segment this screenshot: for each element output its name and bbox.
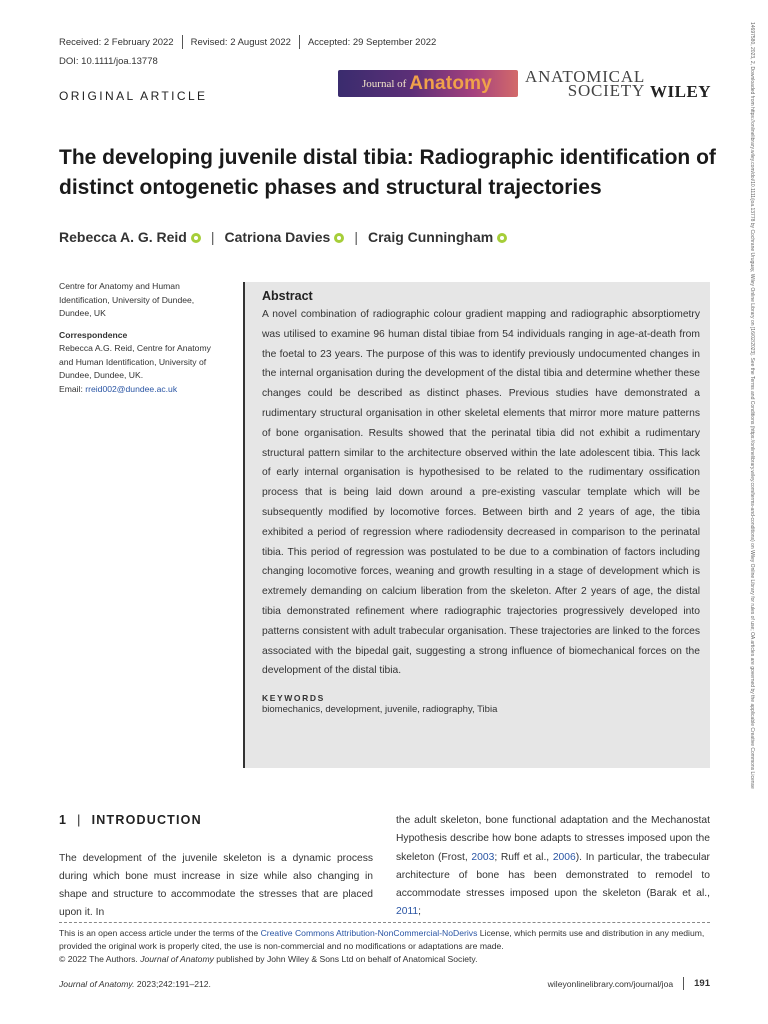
email-link[interactable]: rreid002@dundee.ac.uk	[85, 383, 178, 394]
copyright	[59, 953, 714, 966]
text-span: the adult skeleton, bone functional adaptation and the Mechanostat Hypothesis describe how bone adapts to stresses imposed upon the skeleton (Frost,	[396, 815, 710, 863]
citation-journal: Journal of Anatomy.	[59, 978, 135, 989]
publication-dates	[59, 37, 436, 49]
author-name[interactable]: Rebecca A. G. Reid	[59, 229, 187, 245]
journal-url[interactable]: wileyonlinelibrary.com/journal/joa	[547, 978, 674, 989]
affiliation: Centre for Anatomy and Human Identification, University of Dundee, Dundee, UK	[59, 281, 195, 318]
divider: |	[210, 229, 215, 245]
society-line1: ANATOMICAL	[525, 67, 646, 86]
divider	[683, 977, 684, 990]
section-heading	[59, 813, 202, 827]
society-line2: SOCIETY	[567, 81, 646, 100]
journal-italic: Journal of Anatomy	[140, 954, 214, 964]
intro-right-column	[396, 812, 710, 922]
page-footer	[59, 977, 710, 990]
divider: |	[77, 813, 82, 827]
orcid-icon[interactable]	[334, 233, 344, 243]
abstract-box	[243, 282, 710, 768]
citation-link[interactable]: 2006	[552, 851, 576, 863]
journal-name: Anatomy	[409, 72, 492, 94]
email-line	[59, 383, 219, 397]
intro-left-column: The development of the juvenile skeleton is a dynamic process during which bone must increase in size while also changing in shape and structure to accommodate the stresses that are placed upon it. In	[59, 853, 373, 918]
journal-logo[interactable]	[338, 70, 518, 97]
section-title: INTRODUCTION	[91, 813, 202, 827]
page-number: 191	[694, 978, 710, 989]
citation-link[interactable]: 2011	[396, 906, 419, 918]
keywords: biomechanics, development, juvenile, radiography, Tibia	[262, 704, 498, 716]
download-notice-sidebar	[746, 22, 758, 1012]
journal-prefix: Journal of	[362, 77, 407, 90]
license-notice	[59, 927, 714, 966]
abstract-text: A novel combination of radiographic colour gradient mapping and radiographic absorptiometry was utilised to examine 96 human distal tibiae from 54 individuals ranging in age-at-death from the foetal to 23 years. The purpose of this was to identify previously undocumented changes in the internal organisation during the development of the distal tibia and determine whether these changes could be described as distinct phases. Previous studies have demonstrated a rudimentary structural organisation in other skeletal elements that mirror more mature patterns of bone organisation. Results showed that the perinatal tibia did not exhibit a rudimentary structural pattern similar to the architecture observed within the late adolescent tibia. This lack of early internal organisation is hypothesised to be related to the rudimentary ossification process that is being laid down around a pre-existing vascular template which will be subsequently modified by locomotive forces. Between birth and 2 years of age, the tibia exhibited a period of regression where radiodensity decreased in comparison to the perinatal tibia. This period of regression was postulated to be due to a combination of factors including changing locomotive forces, weaning and growth resulting in a stage of development which is extremely demanding on calcium liberation from the skeleton. After 2 years of age, the distal tibia demonstrated refinement where radiographic trajectories progressively developed into patterns consistent with adult trabecular organisation. These trajectories are linked to the forces associated with the bipedal gait, suggesting a strong influence of biomechanical forces on the development of the distal tibia.	[262, 309, 700, 677]
text-span: published by John Wiley & Sons Ltd on behalf of Anatomical Society.	[213, 954, 478, 964]
text-span: License, which permits use and distribution in any medium, provided the original work is properly cited, the use is non-commercial and no modifications or adaptations are made.	[59, 928, 705, 951]
email-label: Email:	[59, 383, 86, 394]
license-link[interactable]: Creative Commons Attribution-NonCommercial-NoDerivs	[260, 928, 478, 938]
author-name[interactable]: Craig Cunningham	[367, 229, 494, 245]
author-list	[59, 229, 513, 245]
orcid-icon[interactable]	[191, 233, 201, 243]
divider	[299, 35, 300, 49]
text-span: © 2022 The Authors.	[59, 954, 141, 964]
text-span: ; Ruff et al.,	[494, 851, 553, 863]
text-span: ;	[418, 906, 422, 918]
correspondence-address: Rebecca A.G. Reid, Centre for Anatomy and Human Identification, University of Dundee, Dundee, UK.	[59, 343, 211, 380]
abstract-heading: Abstract	[262, 289, 313, 303]
article-title: The developing juvenile distal tibia: Radiographic identification of distinct ontogenetic phases and structural trajectories	[59, 146, 716, 199]
article-type: ORIGINAL ARTICLE	[59, 89, 208, 103]
publisher-logo: WILEY	[650, 82, 712, 101]
author-name[interactable]: Catriona Davies	[224, 229, 331, 245]
keywords-heading: KEYWORDS	[262, 693, 325, 704]
orcid-icon[interactable]	[497, 233, 507, 243]
citation	[59, 979, 211, 989]
divider: |	[354, 229, 358, 245]
footer-divider	[59, 922, 710, 923]
footer-right	[548, 977, 710, 990]
affiliation-column	[59, 280, 219, 396]
divider	[182, 35, 183, 49]
citation-link[interactable]: 2003	[471, 851, 495, 863]
section-number: 1	[59, 813, 68, 827]
download-notice-text: 14697580, 2023, 2, Downloaded from https://onlinelibrary.wiley.com/doi/10.1111/joa.13778 by Cochrane Uruguay, Wiley Online Library on [16/02/2023]. See the Terms and Conditions (https://onlinelibrary.wiley.com/terms-and-conditions) on Wiley Online Library for rules of use; OA articles are governed by the applicable Creative Commons License	[749, 22, 755, 789]
doi[interactable]: DOI: 10.1111/joa.13778	[59, 56, 158, 67]
revised-date: Revised: 2 August 2022	[190, 37, 291, 48]
text-span: This is an open access article under the terms of the	[59, 928, 261, 938]
license-text	[59, 927, 714, 953]
correspondence-label: Correspondence	[59, 329, 128, 340]
text-span: ). In particular, the trabecular architecture of bone has been demonstrated to remodel to accommodate stresses imposed upon the skeleton (Barak et al.,	[396, 851, 710, 900]
citation-details: 2023;242:191–212.	[134, 978, 211, 989]
society-logo	[525, 67, 646, 100]
accepted-date: Accepted: 29 September 2022	[307, 37, 437, 48]
received-date: Received: 2 February 2022	[59, 37, 174, 48]
